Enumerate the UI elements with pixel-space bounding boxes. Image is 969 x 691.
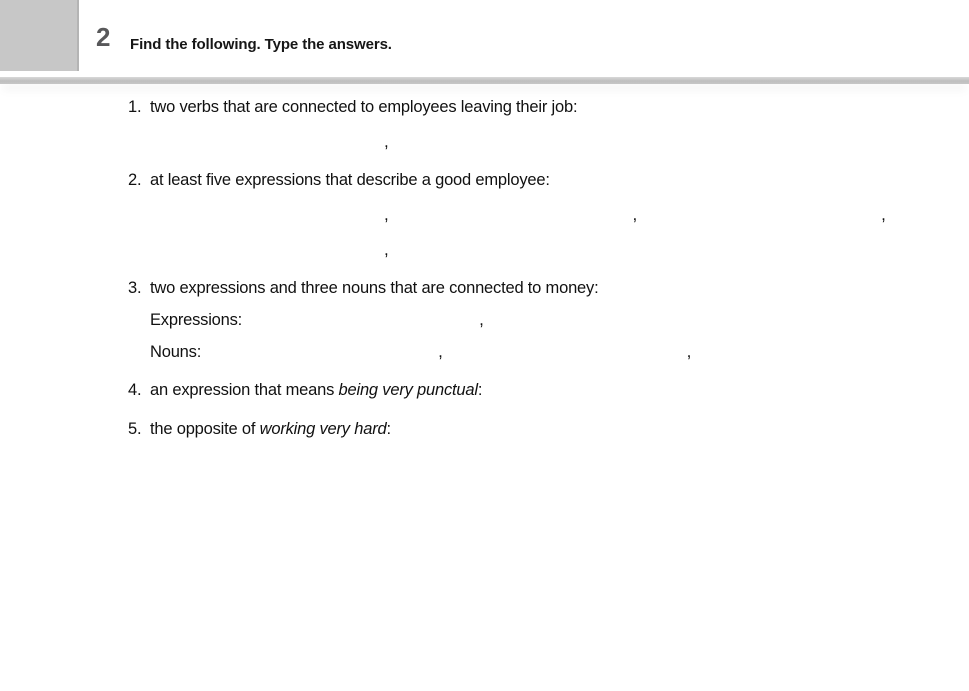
header-divider [0,77,969,84]
question-5-prompt [150,419,949,440]
question-2 [128,170,949,260]
answer-input-q3-expressions-2[interactable] [494,311,725,331]
question-4-prompt [150,380,949,401]
question-2-answers-row-2 [150,238,949,260]
answer-input-q2-3[interactable] [647,205,878,225]
answer-input-q2-1[interactable] [150,205,381,225]
question-5-prompt-italic: working very hard [259,419,387,438]
question-1-answers [150,130,949,152]
question-2-number: 2. [128,171,142,189]
question-3-number: 3. [128,279,142,297]
comma-separator: , [384,205,389,224]
question-5-number: 5. [128,419,142,438]
question-5 [128,419,949,440]
comma-separator: , [881,205,886,224]
question-1-number: 1. [128,98,142,116]
question-1 [128,97,949,152]
question-4-prompt-italic: being very punctual [338,381,478,399]
comma-separator: , [384,132,389,151]
question-4-number: 4. [128,381,142,399]
answer-input-q1-2[interactable] [399,132,630,152]
comma-separator: , [438,342,443,361]
answer-input-q2-5[interactable] [399,240,630,260]
answer-input-q5-1[interactable] [395,419,626,439]
answer-input-q2-4[interactable] [150,240,381,260]
answer-input-q2-2[interactable] [399,205,630,225]
answer-input-q1-1[interactable] [150,132,381,152]
question-3 [128,278,949,362]
corner-tab [0,0,79,71]
comma-separator: , [632,205,638,224]
question-2-answers-row-1 [150,203,949,225]
question-2-prompt: at least five expressions that describe a good employee: [150,171,550,189]
exercise-number: 2 [96,22,110,52]
answer-input-q4-1[interactable] [487,381,718,401]
answer-input-q3-nouns-3[interactable] [701,343,932,363]
comma-separator: , [384,240,389,259]
answer-input-q3-nouns-1[interactable] [205,343,435,363]
comma-separator: , [686,342,692,361]
question-4-prompt-prefix: an expression that means [150,381,339,399]
exercise-header [0,0,969,77]
answer-input-q3-expressions-1[interactable] [246,311,476,331]
question-4 [128,380,949,401]
nouns-label: Nouns: [150,343,202,361]
question-3-expressions-row [150,310,949,330]
answer-input-q3-nouns-2[interactable] [453,343,684,363]
question-4-prompt-suffix: : [477,381,483,399]
question-3-prompt: two expressions and three nouns that are connected to money: [150,279,599,297]
comma-separator: , [479,310,484,329]
question-1-prompt: two verbs that are connected to employees leaving their job: [150,98,578,116]
expressions-label: Expressions: [150,311,243,329]
exercise-instructions: Find the following. Type the answers. [130,36,392,53]
question-3-nouns-row [150,342,949,362]
questions-list [0,84,969,439]
question-5-prompt-suffix: : [386,419,391,438]
question-5-prompt-prefix: the opposite of [150,419,260,438]
